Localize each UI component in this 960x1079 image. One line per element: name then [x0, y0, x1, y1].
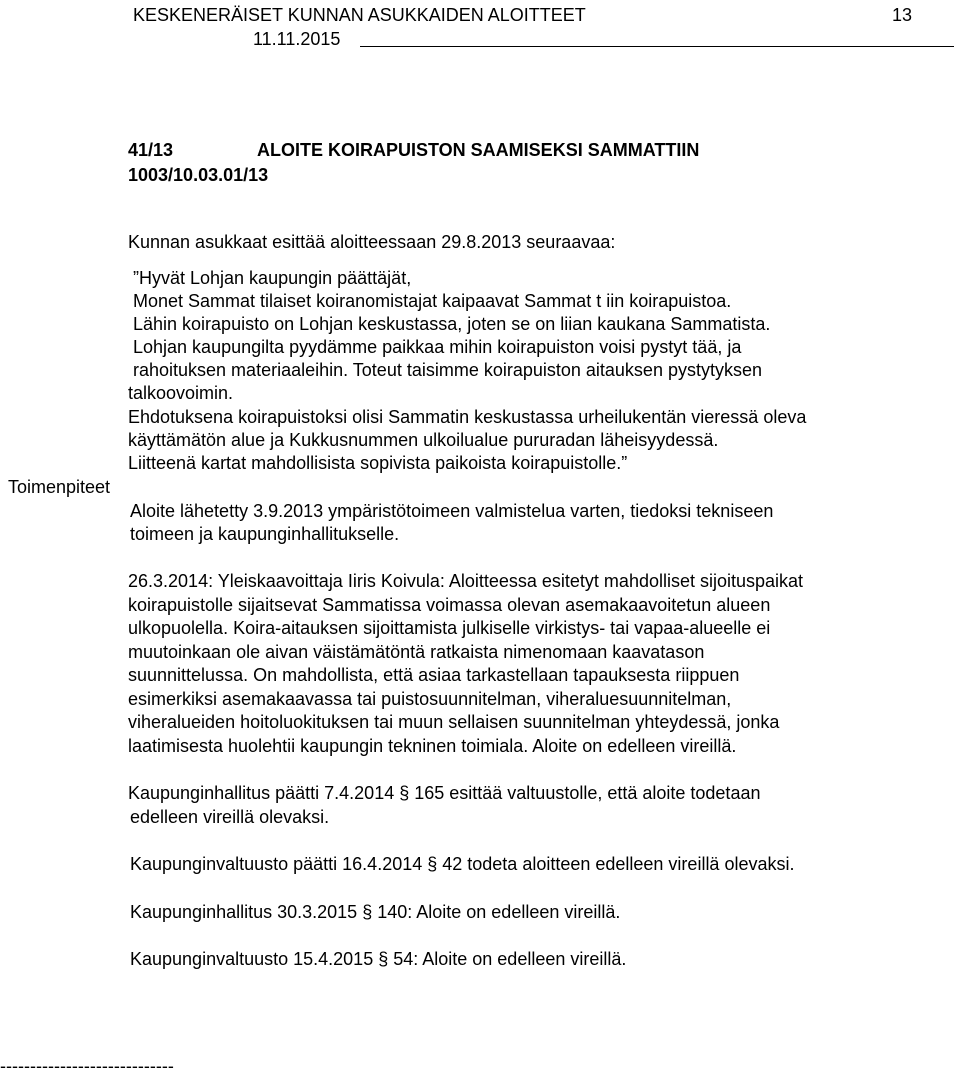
statement-line: muutoinkaan ole aivan väistämätöntä ratkaista nimenomaan kaavatason [128, 642, 705, 662]
intro-text: Kunnan asukkaat esittää aloitteessaan 29.8.2013 seuraavaa: [128, 232, 616, 252]
quote-line: rahoituksen materiaaleihin. Toteut taisimme koirapuiston aitauksen pystytyksen [133, 360, 762, 380]
page-number: 13 [892, 5, 913, 25]
decision-kh-2014-cont: edelleen vireillä olevaksi. [130, 807, 330, 827]
quote-line: Liitteenä kartat mahdollisista sopivista paikoista koirapuistolle.” [128, 453, 628, 473]
quote-line: ”Hyvät Lohjan kaupungin päättäjät, [133, 268, 412, 288]
quote-line: Monet Sammat tilaiset koiranomistajat kaipaavat Sammat t iin koirapuistoa. [133, 291, 732, 311]
statement-line: laatimisesta huolehtii kaupungin tekninen toimiala. Aloite on edelleen vireillä. [128, 736, 737, 756]
statement-line: 26.3.2014: Yleiskaavoittaja Iiris Koivula: Aloitteessa esitetyt mahdolliset sijoituspaikat [128, 571, 804, 591]
decision-kh-2015: Kaupunginhallitus 30.3.2015 § 140: Aloite on edelleen vireillä. [130, 902, 621, 922]
quote-line: Lohjan kaupungilta pyydämme paikkaa mihin koirapuiston voisi pystyt tää, ja [133, 337, 742, 357]
heading-title: ALOITE KOIRAPUISTON SAAMISEKSI SAMMATTIIN [257, 140, 700, 160]
action-line: Aloite lähetetty 3.9.2013 ympäristötoimeen valmistelua varten, tiedoksi tekniseen [130, 501, 774, 521]
decision-kv-2015: Kaupunginvaltuusto 15.4.2015 § 54: Aloite on edelleen vireillä. [130, 949, 627, 969]
statement-line: suunnittelussa. On mahdollista, että asiaa tarkastellaan tapauksesta riippuen [128, 665, 740, 685]
statement-line: ulkopuolella. Koira-aitauksen sijoittamista julkiselle virkistys- tai vapaa-alueelle ei [128, 618, 771, 638]
decision-kh-2014: Kaupunginhallitus päätti 7.4.2014 § 165 esittää valtuustolle, että aloite todetaan [128, 783, 761, 803]
heading-number: 41/13 [128, 140, 174, 160]
quote-line: talkoovoimin. [128, 383, 234, 403]
statement-line: koirapuistolle sijaitsevat Sammatissa voimassa olevan asemakaavoitetun alueen [128, 595, 771, 615]
section-label-toimenpiteet: Toimenpiteet [8, 477, 111, 497]
header-rule [360, 46, 954, 47]
footer-divider: ----------------------------- [0, 1056, 174, 1076]
header-title: KESKENERÄISET KUNNAN ASUKKAIDEN ALOITTEET [133, 5, 586, 25]
heading-ref: 1003/10.03.01/13 [128, 165, 269, 185]
statement-line: viheralueiden hoitoluokituksen tai muun sellaisen suunnitelman yhteydessä, jonka [128, 712, 780, 732]
quote-line: käyttämätön alue ja Kukkusnummen ulkoilualue pururadan läheisyydessä. [128, 430, 719, 450]
decision-kv-2014: Kaupunginvaltuusto päätti 16.4.2014 § 42 todeta aloitteen edelleen vireillä olevaksi. [130, 854, 795, 874]
header-date: 11.11.2015 [253, 29, 341, 49]
action-line: toimeen ja kaupunginhallitukselle. [130, 524, 400, 544]
quote-line: Lähin koirapuisto on Lohjan keskustassa, joten se on liian kaukana Sammatista. [133, 314, 771, 334]
statement-line: esimerkiksi asemakaavassa tai puistosuunnitelman, viheraluesuunnitelman, [128, 689, 732, 709]
quote-line: Ehdotuksena koirapuistoksi olisi Sammatin keskustassa urheilukentän vieressä oleva [128, 407, 807, 427]
